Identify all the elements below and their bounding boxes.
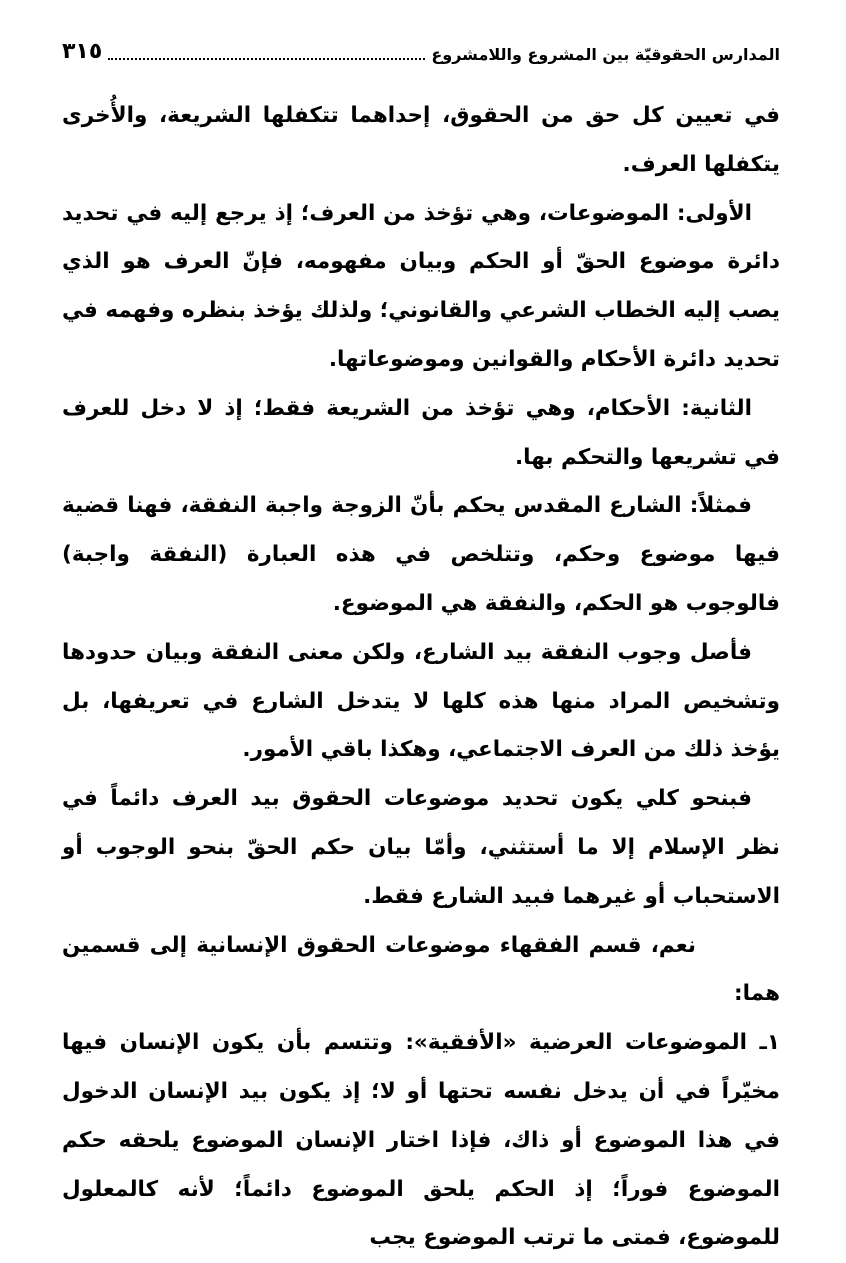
paragraph-division: نعم، قسم الفقهاء موضوعات الحقوق الإنسانية إلى قسمين هما: bbox=[62, 932, 780, 1007]
paragraph-example: فمثلاً: الشارع المقدس يحكم بأنّ الزوجة واجبة النفقة، فهنا قضية فيها موضوع وحكم، وتتلخص في هذه العبارة (النفقة واجبة) فالوجوب هو الحكم، والنفقة هي الموضوع. bbox=[62, 493, 780, 616]
paragraph-numbered-item-1: ١ـ الموضوعات العرضية «الأفقية»: وتتسم بأن يكون الإنسان فيها مخيّراً في أن يدخل نفسه تحتها أو لا؛ إذ يكون بيد الإنسان الدخول في هذا الموضوع أو ذاك، فإذا اختار الإنسان الموضوع يلحقه حكم الموضوع فوراً؛ إذ الحكم يلحق الموضوع دائماً؛ لأنه كالمعلول للموضوع، فمتى ما ترتب الموضوع يجب bbox=[62, 1030, 780, 1251]
header-dot-leader bbox=[108, 58, 425, 60]
running-title: المدارس الحقوقيّة بين المشروع واللامشروع bbox=[431, 45, 780, 64]
paragraph-continuation: في تعيين كل حق من الحقوق، إحداهما تتكفلها الشريعة، والأُخرى يتكفلها العرف. bbox=[62, 103, 780, 177]
paragraph-general-rule: فبنحو كلي يكون تحديد موضوعات الحقوق بيد العرف دائماً في نظر الإسلام إلا ما أستثني، وأمّا بيان حكم الحقّ بنحو الوجوب أو الاستحباب أو غيرهما فبيد الشارع فقط. bbox=[62, 786, 780, 909]
paragraph-nafaqa: فأصل وجوب النفقة بيد الشارع، ولكن معنى النفقة وبيان حدودها وتشخيص المراد منها هذه كلها لا يتدخل الشارع في تعريفها، بل يؤخذ ذلك من العرف الاجتماعي، وهكذا باقي الأمور. bbox=[62, 639, 780, 763]
body-text bbox=[62, 92, 780, 1251]
paragraph-first-item: الأولى: الموضوعات، وهي تؤخذ من العرف؛ إذ يرجع إليه في تحديد دائرة موضوع الحقّ أو الحكم وبيان مفهومه، فإنّ العرف هو الذي يصب إليه الخطاب الشرعي والقانوني؛ ولذلك يؤخذ بنظره وفهمه في تحديد دائرة الأحكام والقوانين وموضوعاتها. bbox=[62, 200, 780, 372]
page-header bbox=[62, 30, 780, 64]
page-number: ٣١٥ bbox=[62, 39, 103, 64]
paragraph-second-item: الثانية: الأحكام، وهي تؤخذ من الشريعة فقط؛ إذ لا دخل للعرف في تشريعها والتحكم بها. bbox=[62, 395, 780, 470]
